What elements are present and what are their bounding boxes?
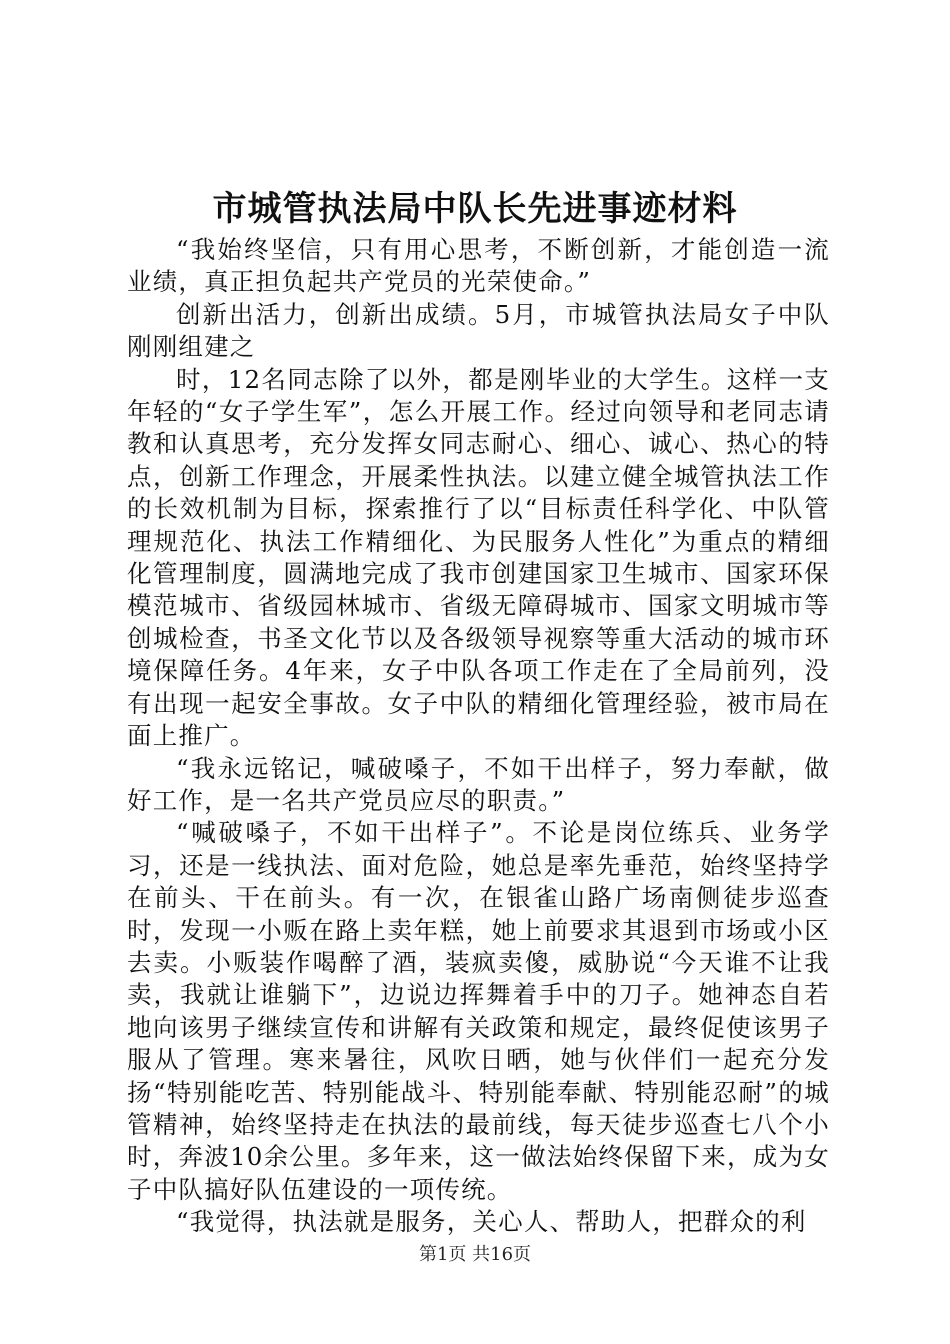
page-footer: 第1页 共16页 (418, 1244, 532, 1265)
paragraph-6: “我觉得，执法就是服务，关心人、帮助人，把群众的利 (176, 1207, 807, 1237)
paragraph-4: “我永远铭记，喊破嗓子，不如干出样子，努力奉献，做好工作，是一名共产党员应尽的职责。” (127, 753, 830, 815)
paragraph-5: “喊破嗓子，不如干出样子”。不论是岗位练兵、业务学习，还是一线执法、面对危险，她总是率先垂范，始终坚持学在前头、干在前头。有一次，在银雀山路广场南侧徒步巡查时，发现一小贩在路上卖年糕，她上前要求其退到市场或小区去卖。小贩装作喝醉了酒，装疯卖傻，威胁说“今天谁不让我卖，我就让谁躺下”，边说边挥舞着手中的刀子。她神态自若地向该男子继续宣传和讲解有关政策和规定，最终促使该男子服从了管理。寒来暑往，风吹日晒，她与伙伴们一起充分发扬“特别能吃苦、特别能战斗、特别能奉献、特别能忍耐”的城管精神，始终坚持走在执法的最前线，每天徒步巡查七八个小时，奔波10余公里。多年来，这一做法始终保留下来，成为女子中队搞好队伍建设的一项传统。 (127, 818, 830, 1204)
paragraph-2: 创新出活力，创新出成绩。5月，市城管执法局女子中队刚刚组建之 (127, 299, 830, 362)
document-body (127, 234, 830, 1239)
document-title: 市城管执法局中队长先进事迹材料 (212, 189, 738, 229)
paragraph-3: 时，12名同志除了以外，都是刚毕业的大学生。这样一支年轻的“女子学生军”，怎么开展工作。经过向领导和老同志请教和认真思考，充分发挥女同志耐心、细心、诚心、热心的特点，创新工作理念，开展柔性执法。以建立健全城管执法工作的长效机制为目标，探索推行了以“目标责任科学化、中队管理规范化、执法工作精细化、为民服务人性化”为重点的精细化管理制度，圆满地完成了我市创建国家卫生城市、国家环保模范城市、省级园林城市、省级无障碍城市、国家文明城市等创城检查，书圣文化节以及各级领导视察等重大活动的城市环境保障任务。4年来，女子中队各项工作走在了全局前列，没有出现一起安全事故。女子中队的精细化管理经验，被市局在面上推广。 (127, 364, 830, 751)
paragraph-1: “我始终坚信，只有用心思考，不断创新，才能创造一流业绩，真正担负起共产党员的光荣使命。” (127, 235, 830, 297)
